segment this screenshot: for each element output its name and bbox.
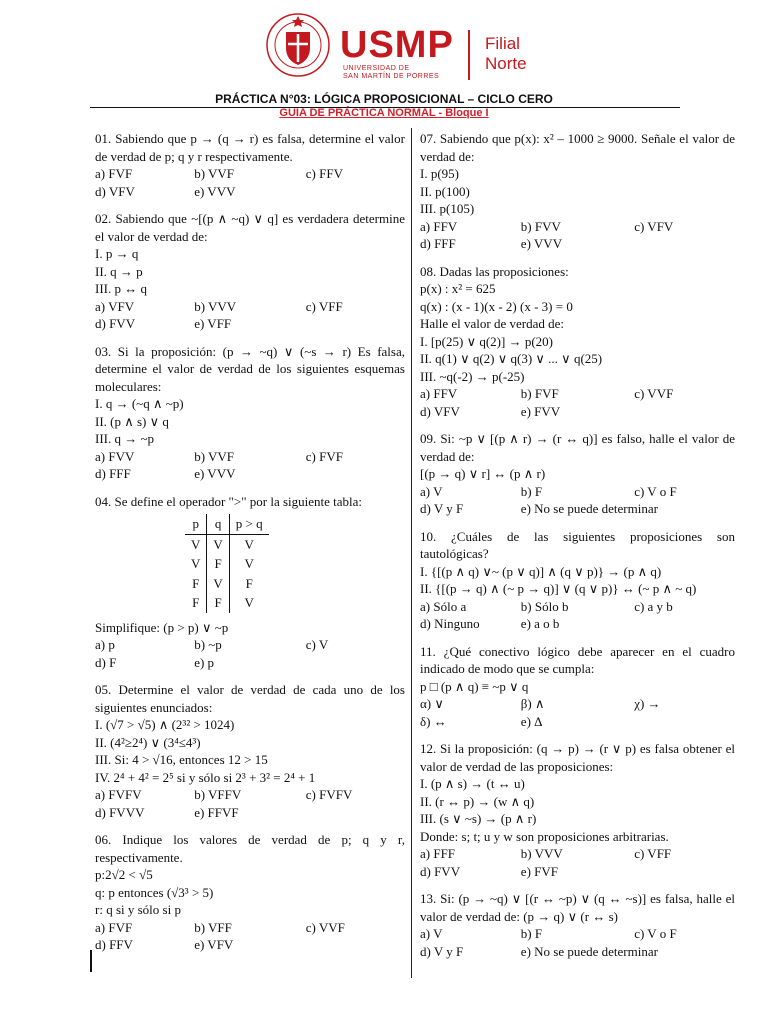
answer-option: c) a y b bbox=[634, 598, 673, 614]
question-13 bbox=[420, 890, 735, 960]
truth-table-header: q bbox=[207, 514, 229, 534]
answer-option: a) VFV bbox=[95, 298, 135, 314]
answer-option: e) FVV bbox=[520, 403, 561, 419]
question-12 bbox=[420, 740, 735, 880]
left-column bbox=[95, 130, 405, 964]
question-item: II. q(1) ∨ q(2) ∨ q(3) ∨ ... ∨ q(25) bbox=[420, 351, 603, 366]
truth-table-cell: V bbox=[229, 593, 268, 613]
answer-option: a) V bbox=[420, 926, 443, 941]
question-08 bbox=[420, 263, 735, 421]
answer-option: c) VFV bbox=[634, 218, 674, 234]
answer-options bbox=[95, 919, 405, 954]
brand-subtext: UNIVERSIDAD DE SAN MARTÍN DE PORRES bbox=[343, 65, 440, 80]
question-stem: 05. Determine el valor de verdad de cada uno de los siguientes enunciados: bbox=[95, 682, 405, 715]
answer-option: c) VFF bbox=[305, 298, 343, 314]
header bbox=[0, 0, 768, 92]
question-10 bbox=[420, 528, 735, 633]
question-03 bbox=[95, 343, 405, 483]
answer-option: c) FVF bbox=[305, 448, 343, 464]
answer-option: β) ∧ bbox=[520, 696, 545, 711]
answer-option: e) VFV bbox=[194, 937, 234, 952]
answer-option: c) FVFV bbox=[305, 787, 353, 802]
question-instruction: Simplifique: (p > p) ∨ ~p bbox=[95, 619, 229, 635]
answer-options bbox=[95, 165, 405, 200]
answer-option: e) No se puede determinar bbox=[520, 943, 658, 959]
margin-mark bbox=[90, 950, 92, 972]
question-item: Donde: s; t; u y w son proposiciones arbitrarias. bbox=[420, 828, 669, 844]
university-seal-logo bbox=[265, 12, 331, 78]
answer-option: b) F bbox=[520, 926, 543, 941]
question-stem: 04. Se define el operador ">" por la siguiente tabla: bbox=[95, 493, 363, 509]
question-stem: 08. Dadas las proposiciones: bbox=[420, 263, 569, 279]
answer-option: c) V o F bbox=[634, 483, 677, 499]
answer-option: e) Δ bbox=[520, 713, 543, 729]
question-item: p □ (p ∧ q) ≡ ~p ∨ q bbox=[420, 678, 529, 694]
question-item: III. q → ~p bbox=[95, 431, 155, 446]
question-item: II. (p ∧ s) ∨ q bbox=[95, 413, 169, 429]
question-item: I. (p ∧ s) → (t ↔ u) bbox=[420, 776, 525, 791]
answer-option: c) V bbox=[305, 637, 329, 652]
right-column bbox=[420, 130, 735, 970]
answer-option: b) VVV bbox=[520, 846, 563, 861]
answer-option: b) VFF bbox=[194, 919, 232, 935]
answer-option: α) ∨ bbox=[420, 696, 444, 711]
answer-options bbox=[95, 636, 405, 671]
answer-options bbox=[420, 695, 735, 730]
answer-option: b) ~p bbox=[194, 637, 222, 652]
column-divider bbox=[411, 128, 412, 978]
answer-option: c) V o F bbox=[634, 926, 677, 941]
question-stem: 12. Si la proposición: (q → p) → (r ∨ p) es falsa obtener el valor de verdad de las proposiciones: bbox=[420, 741, 735, 774]
question-item: I. (√7 > √5) ∧ (2³² > 1024) bbox=[95, 717, 235, 732]
question-item: III. p ↔ q bbox=[95, 281, 147, 296]
question-stem: 13. Si: (p → ~q) ∨ [(r ↔ ~p) ∨ (q ↔ ~s)] es falsa, halle el valor de verdad de: (p → q) ∨ (r ↔ s) bbox=[420, 891, 735, 924]
answer-option: e) FFVF bbox=[194, 804, 239, 820]
question-item: [(p → q) ∨ r] ↔ (p ∧ r) bbox=[420, 466, 546, 481]
answer-options bbox=[420, 218, 735, 253]
question-stem: 02. Sabiendo que ~[(p ∧ ~q) ∨ q] es verdadera determine el valor de verdad de: bbox=[95, 211, 405, 244]
answer-option: a) V bbox=[420, 483, 443, 499]
answer-option: b) VVV bbox=[194, 298, 237, 314]
question-01 bbox=[95, 130, 405, 200]
answer-option: b) VVF bbox=[194, 166, 235, 181]
answer-option: a) FVFV bbox=[95, 787, 142, 802]
question-item: r: q si y sólo si p bbox=[95, 902, 181, 917]
answer-options bbox=[95, 448, 405, 483]
question-02 bbox=[95, 210, 405, 333]
question-item: q(x) : (x - 1)(x - 2) (x - 3) = 0 bbox=[420, 298, 573, 314]
truth-table-header: p > q bbox=[229, 514, 268, 534]
question-item: Halle el valor de verdad de: bbox=[420, 316, 565, 331]
question-stem: 07. Sabiendo que p(x): x² – 1000 ≥ 9000. Señale el valor de verdad de: bbox=[420, 131, 735, 164]
question-item: p(x) : x² = 625 bbox=[420, 281, 496, 296]
answer-option: d) FVVV bbox=[95, 804, 145, 820]
answer-options bbox=[95, 786, 405, 821]
answer-option: a) p bbox=[95, 637, 115, 652]
answer-option: d) Ninguno bbox=[420, 616, 480, 631]
answer-options bbox=[420, 385, 735, 420]
answer-option: e) VVV bbox=[194, 183, 236, 199]
answer-option: e) VVV bbox=[194, 466, 236, 481]
question-11 bbox=[420, 643, 735, 731]
answer-option: d) V y F bbox=[420, 943, 464, 959]
answer-option: b) VVF bbox=[194, 448, 235, 464]
question-stem: 01. Sabiendo que p → (q → r) es falsa, determine el valor de verdad de p; q y r respectivamente. bbox=[95, 131, 405, 164]
question-stem: 10. ¿Cuáles de las siguientes proposiciones son tautológicas? bbox=[420, 528, 735, 561]
campus-name: Filial Norte bbox=[485, 34, 527, 73]
answer-option: c) FFV bbox=[305, 166, 343, 181]
answer-option: d) V y F bbox=[420, 501, 464, 516]
question-item: II. {[(p → q) ∧ (~ p → q)] ∨ (q ∨ p)} ↔ (~ p ∧ ~ q) bbox=[420, 581, 697, 596]
question-item: I. {[(p ∧ q) ∨~ (p ∨ q)] ∧ (q ∨ p)} → (p ∧ q) bbox=[420, 563, 662, 579]
answer-option: a) FVV bbox=[95, 448, 135, 464]
answer-option: δ) ↔ bbox=[420, 713, 447, 729]
truth-table-cell: F bbox=[207, 593, 229, 613]
answer-option: e) VFF bbox=[194, 316, 232, 331]
truth-table-cell: V bbox=[207, 574, 229, 594]
truth-table-cell: V bbox=[229, 534, 268, 554]
answer-options bbox=[420, 598, 735, 633]
question-item: I. p → q bbox=[95, 246, 139, 261]
answer-option: a) Sólo a bbox=[420, 598, 467, 614]
answer-option: e) a o b bbox=[520, 616, 560, 631]
question-item: II. q → p bbox=[95, 263, 143, 279]
answer-option: c) VFF bbox=[634, 846, 672, 861]
question-item: II. (r ↔ p) → (w ∧ q) bbox=[420, 793, 535, 809]
question-item: III. ~q(-2) → p(-25) bbox=[420, 368, 525, 384]
page-subtitle: GUIA DE PRÁCTICA NORMAL - Bloque I bbox=[279, 107, 489, 119]
question-07 bbox=[420, 130, 735, 253]
answer-option: d) FFF bbox=[95, 466, 131, 481]
question-item: I. p(95) bbox=[420, 166, 459, 181]
question-item: I. q → (~q ∧ ~p) bbox=[95, 396, 184, 411]
question-item: I. [p(25) ∨ q(2)] → p(20) bbox=[420, 333, 553, 349]
truth-table-cell: V bbox=[191, 556, 201, 571]
answer-options bbox=[420, 925, 735, 960]
truth-table-cell: V bbox=[229, 554, 268, 574]
answer-option: e) No se puede determinar bbox=[520, 501, 658, 516]
answer-options bbox=[95, 298, 405, 333]
answer-option: χ) → bbox=[634, 696, 661, 711]
answer-option: e) FVF bbox=[520, 863, 558, 879]
answer-option: a) FVF bbox=[95, 166, 133, 181]
question-06 bbox=[95, 831, 405, 954]
header-divider bbox=[468, 30, 470, 80]
answer-option: d) VFV bbox=[95, 183, 135, 199]
answer-option: e) VVV bbox=[520, 236, 563, 251]
question-09 bbox=[420, 430, 735, 518]
answer-option: b) FVF bbox=[520, 386, 559, 401]
answer-option: b) F bbox=[520, 483, 543, 499]
answer-option: d) VFV bbox=[420, 403, 460, 419]
brand-logo-text: USMP bbox=[340, 24, 454, 66]
answer-option: c) VVF bbox=[634, 386, 674, 401]
answer-option: b) FVV bbox=[520, 218, 561, 234]
question-item: III. Si: 4 > √16, entonces 12 > 15 bbox=[95, 752, 268, 767]
question-item: II. p(100) bbox=[420, 183, 470, 199]
truth-table-cell: F bbox=[192, 595, 200, 610]
truth-table-header: p bbox=[185, 514, 207, 534]
answer-option: d) FVV bbox=[95, 316, 136, 331]
truth-table-cell: F bbox=[229, 574, 268, 594]
question-item: q: p entonces (√3³ > 5) bbox=[95, 884, 214, 900]
question-05 bbox=[95, 681, 405, 821]
truth-table-cell: V bbox=[191, 536, 201, 552]
answer-option: a) FFV bbox=[420, 218, 458, 234]
answer-option: d) FFV bbox=[95, 937, 133, 952]
answer-option: d) FFF bbox=[420, 236, 456, 251]
truth-table bbox=[185, 514, 269, 613]
answer-option: b) VFFV bbox=[194, 787, 242, 802]
question-item: p:2√2 < √5 bbox=[95, 867, 153, 882]
page-title: PRÁCTICA N°03: LÓGICA PROPOSICIONAL – CICLO CERO bbox=[215, 92, 553, 106]
question-04 bbox=[95, 493, 405, 672]
answer-option: a) FFV bbox=[420, 386, 458, 401]
question-item: II. (4²≥2⁴) ∨ (3⁴≤4³) bbox=[95, 734, 201, 750]
truth-table-cell: V bbox=[207, 534, 229, 554]
answer-option: b) Sólo b bbox=[520, 598, 569, 614]
answer-option: a) FVF bbox=[95, 919, 133, 935]
truth-table-cell: F bbox=[207, 554, 229, 574]
question-item: IV. 2⁴ + 4² = 2⁵ si y sólo si 2³ + 3² = 2⁴ + 1 bbox=[95, 769, 316, 785]
answer-option: a) FFF bbox=[420, 846, 456, 861]
answer-option: d) F bbox=[95, 654, 117, 670]
answer-option: c) VVF bbox=[305, 919, 345, 935]
question-stem: 03. Si la proposición: (p → ~q) ∨ (~s → r) Es falsa, determine el valor de verdad de los siguientes esquemas moleculares: bbox=[95, 343, 405, 394]
answer-options bbox=[420, 845, 735, 880]
question-stem: 11. ¿Qué conectivo lógico debe aparecer en el cuadro indicado de modo que se cumpla: bbox=[420, 643, 735, 676]
answer-options bbox=[420, 483, 735, 518]
question-stem: 06. Indique los valores de verdad de p; q y r, respectivamente. bbox=[95, 832, 405, 865]
question-item: III. (s ∨ ~s) → (p ∧ r) bbox=[420, 811, 537, 826]
question-item: III. p(105) bbox=[420, 201, 475, 216]
truth-table-cell: F bbox=[192, 575, 200, 591]
answer-option: e) p bbox=[194, 654, 215, 670]
answer-option: d) FVV bbox=[420, 863, 461, 879]
question-stem: 09. Si: ~p ∨ [(p ∧ r) → (r ↔ q)] es falso, halle el valor de verdad de: bbox=[420, 431, 735, 464]
